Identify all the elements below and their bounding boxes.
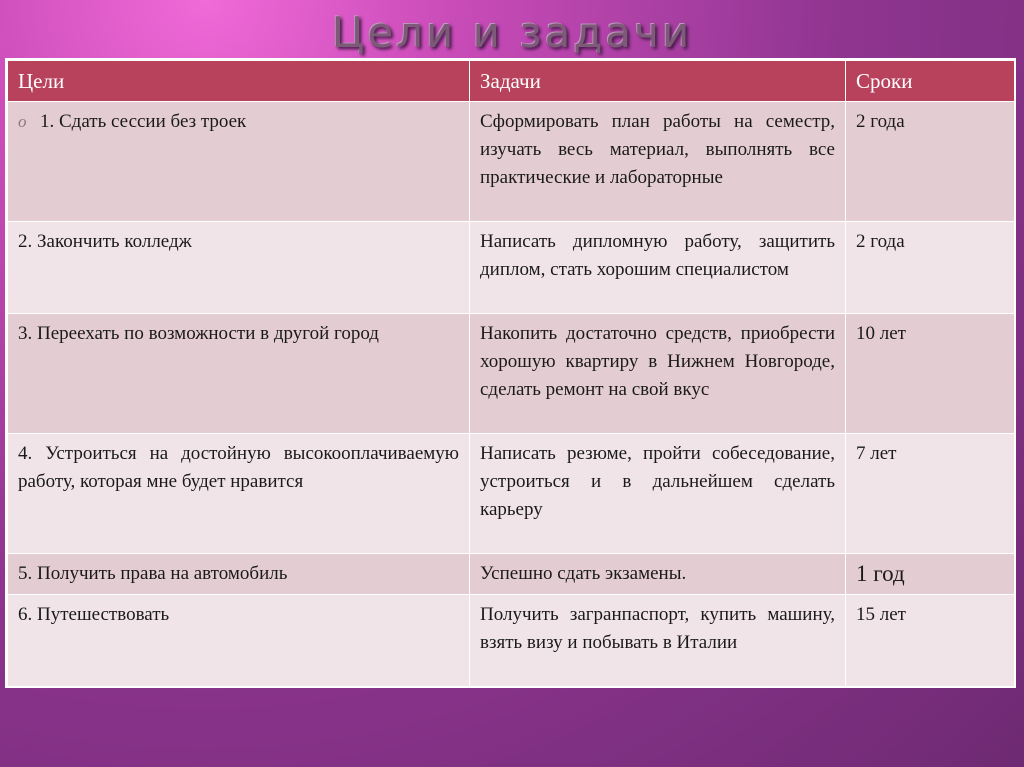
goal-cell — [8, 102, 470, 222]
task-cell: Написать дипломную работу, защитить диплом, стать хорошим специалистом — [470, 222, 846, 314]
task-cell: Накопить достаточно средств, приобрести хорошую квартиру в Нижнем Новгороде, сделать ремонт на свой вкус — [470, 314, 846, 434]
term-cell: 1 год — [846, 554, 1015, 595]
goal-cell: 6. Путешествовать — [8, 595, 470, 687]
table-row — [8, 434, 1015, 554]
table-row — [8, 554, 1015, 595]
goal-cell: 2. Закончить колледж — [8, 222, 470, 314]
goals-table-container — [5, 58, 1016, 688]
table-row — [8, 314, 1015, 434]
term-cell: 2 года — [846, 222, 1015, 314]
table-row — [8, 595, 1015, 687]
task-cell: Написать резюме, пройти собеседование, устроиться и в дальнейшем сделать карьеру — [470, 434, 846, 554]
table-row — [8, 222, 1015, 314]
term-cell: 7 лет — [846, 434, 1015, 554]
goals-table — [7, 60, 1015, 687]
term-cell: 2 года — [846, 102, 1015, 222]
slide-title: Цели и задачи — [331, 8, 693, 57]
goal-cell: 4. Устроиться на достойную высокооплачиваемую работу, которая мне будет нравится — [8, 434, 470, 554]
table-header-row — [8, 61, 1015, 102]
term-cell: 10 лет — [846, 314, 1015, 434]
task-cell: Получить загранпаспорт, купить машину, взять визу и побывать в Италии — [470, 595, 846, 687]
task-cell: Сформировать план работы на семестр, изучать весь материал, выполнять все практические и лабораторные — [470, 102, 846, 222]
goal-text: 1. Сдать сессии без троек — [40, 111, 247, 132]
task-cell: Успешно сдать экзамены. — [470, 554, 846, 595]
bullet-icon: o — [18, 112, 27, 131]
goal-cell: 3. Переехать по возможности в другой город — [8, 314, 470, 434]
term-cell: 15 лет — [846, 595, 1015, 687]
column-header-terms: Сроки — [846, 61, 1015, 102]
table-row — [8, 102, 1015, 222]
column-header-tasks: Задачи — [470, 61, 846, 102]
column-header-goals: Цели — [8, 61, 470, 102]
goal-cell: 5. Получить права на автомобиль — [8, 554, 470, 595]
